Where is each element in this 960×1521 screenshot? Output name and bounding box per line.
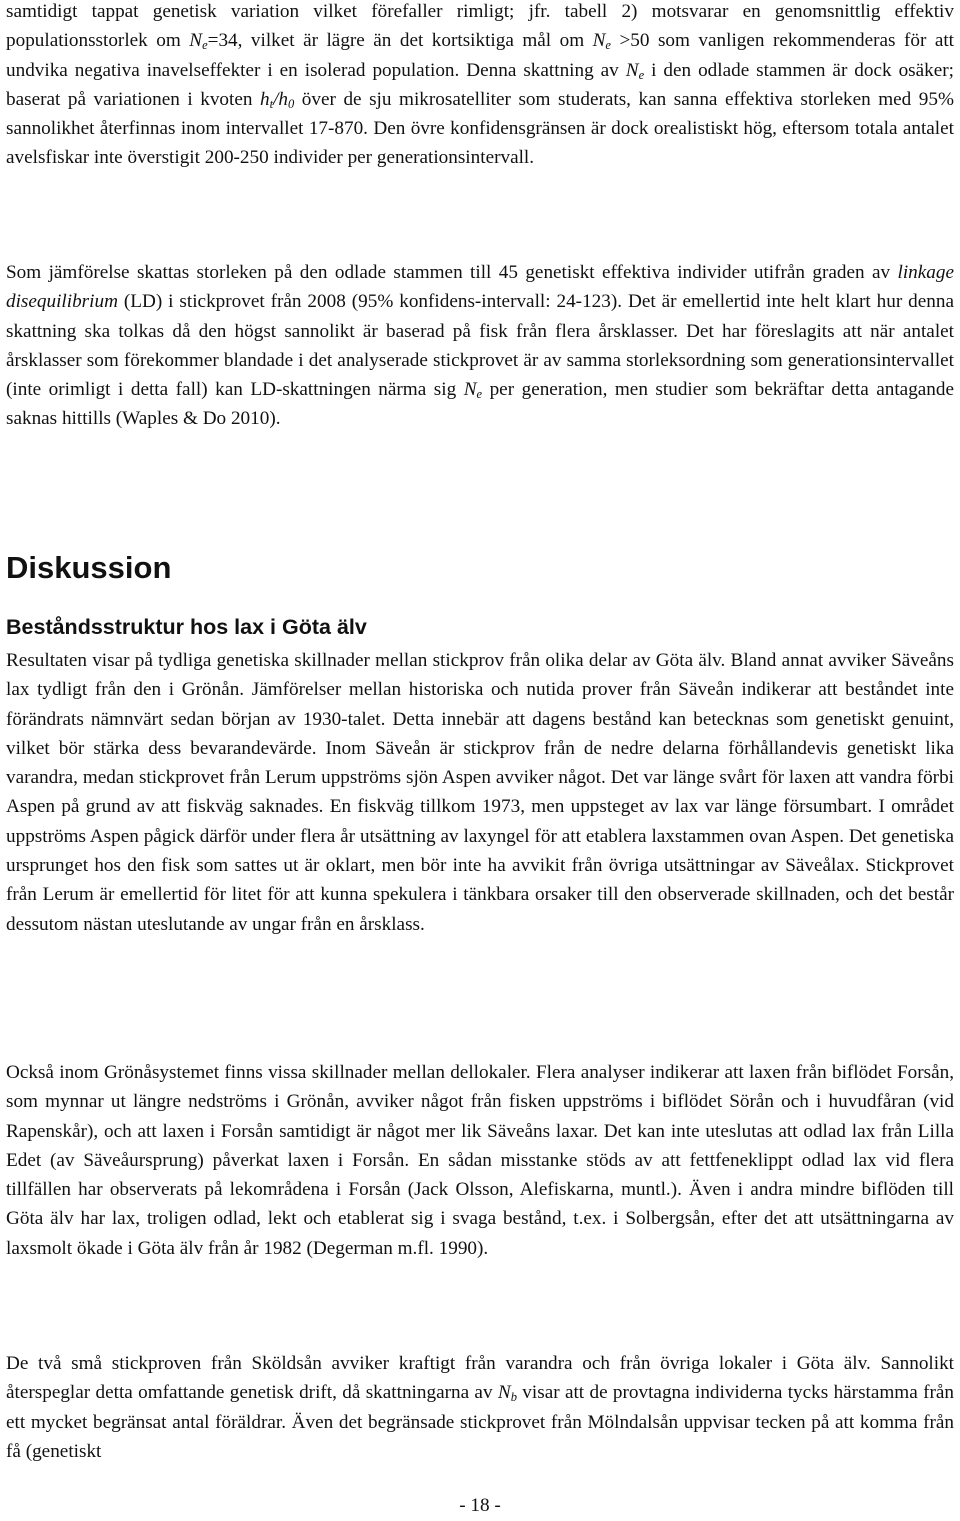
symbol-ne: $N_e$ — [592, 30, 611, 53]
text-run: i den odlade stammen är dock osäker; baserat på variationen i kvoten — [6, 59, 954, 110]
paragraph-skoldsan — [6, 1349, 954, 1466]
symbol-nb: $N_b$ — [497, 1382, 517, 1405]
symbol-ht-h0: $h_t/h_0$ — [260, 88, 295, 111]
symbol-ne: $N_e$ — [463, 379, 483, 402]
symbol-ne: $N_e$ — [189, 30, 208, 53]
section-heading: Diskussion — [6, 550, 172, 585]
page-number: - 18 - — [459, 1495, 501, 1516]
text-run: per generation, men studier som bekräftar detta antagande saknas hittills (Waples & Do 2010). — [6, 379, 955, 430]
text-run: =34, vilket är lägre än det kortsiktiga mål om — [207, 30, 593, 52]
text-run: Som jämförelse skattas storleken på den odlade stammen till 45 genetiskt effektiva individer utifrån graden av — [6, 262, 898, 283]
text-run: De två små stickproven från Sköldsån avviker kraftigt från varandra och från övriga lokaler i Göta älv. Sannolikt återspeglar detta omfattande genetisk drift, då skattningarna av — [6, 1353, 954, 1404]
subsection-heading: Beståndsstruktur hos lax i Göta älv — [6, 615, 367, 639]
symbol-ne: $N_e$ — [625, 59, 645, 82]
paragraph-ld-estimate — [6, 258, 954, 434]
italic-term: linkage disequilibrium — [6, 262, 954, 313]
paragraph-results: Resultaten visar på tydliga genetiska skillnader mellan stickprov från olika delar av Göta älv. Bland annat avviker Säveåns lax tydligt från den i Grönån. Jämförelser mellan historiska och nutida prover från Säveån indikerar att beståndet inte förändrats nämnvärt sedan början av 1930-talet. Detta innebär att dagens bestånd kan betecknas som genetiskt genuint, vilket bör stärka dess bevarandevärde. Inom Säveån är stickprov från de nedre delarna förhållandevis genetiskt lika varandra, medan stickprovet från Lerum uppströms sjön Aspen avviker något. Det var länge svårt för laxen att vandra förbi Aspen på grund av att fiskväg saknades. En fiskväg tillkom 1973, men uppsteget av lax var länge försumbart. I området uppströms Aspen pågick därför under flera år utsättning av laxyngel för att etablera laxstammen ovan Aspen. Det genetiska ursprunget hos den fisk som sattes ut är oklart, men bör inte ha avvikit från övriga utsättningar av Säveålax. Stickprovet från Lerum är emellertid för litet för att kunna spekulera i tänkbara orsaker till den observerade skillnaden, och det består dessutom nästan uteslutande av ungar från en årsklass. — [6, 650, 954, 935]
text-run: samtidigt tappat genetisk variation vilket förefaller rimligt; jfr. tabell 2) motsvarar en genomsnittlig effektiv populationsstorlek om — [6, 1, 954, 52]
text-run: visar att de provtagna individerna tycks härstamma från ett mycket begränsat antal föräldrar. Även det begränsade stickprovet från Mölndalsån uppvisar tecken på att komma från få (genetiskt — [6, 1382, 954, 1462]
paragraph-granan: Också inom Grönåsystemet finns vissa skillnader mellan dellokaler. Flera analyser indikerar att laxen från biflödet Forsån, som mynnar ut längre nedströms i Grönån, avviker något från fisken uppströms i biflödet Sörån och i huvudfåran (vid Rapenskår), och att laxen i Forsån samtidigt är något mer lik Säveåns laxar. Det kan inte uteslutas att odlad lax från Lilla Edet (av Säveåursprung) påverkat laxen i Forsån. En sådan misstanke stöds av att fettfeneklippt odlad lax vid flera tillfällen har observerats på lekområdena i Forsån (Jack Olsson, Alefiskarna, muntl.). Även i andra mindre biflöden till Göta älv har lax, troligen odlad, lekt och etablerat sig i svaga bestånd, t.ex. i Solbergsån, efter det att utsättningarna av laxsmolt ökade i Göta älv från år 1982 (Degerman m.fl. 1990). — [6, 1062, 954, 1259]
text-run: (LD) i stickprovet från 2008 (95% konfidens-intervall: 24-123). Det är emellertid inte helt klart hur denna skattning ska tolkas då den högst sannolikt är baserad på fisk från flera årsklasser. Det har föreslagits att när antalet årsklasser som förekommer blandade i det analyserade stickprovet är av samma storleksordning som generationsintervallet (inte orimligt i detta fall) kan LD-skattningen närma sig — [6, 291, 954, 401]
text-run: över de sju mikrosatelliter som studerats, kan sanna effektiva storleken med 95% sannolikhet återfinnas inom intervallet 17-870. Den övre konfidensgränsen är dock orealistiskt hög, eftersom totala antalet avelsfiskar inte överstigit 200-250 individer per generationsintervall. — [6, 88, 954, 169]
paragraph-ne-estimate — [6, 0, 954, 173]
text-run: >50 som vanligen rekommenderas för att undvika negativa inavelseffekter i en isolerad population. Denna skattning av — [6, 30, 955, 81]
